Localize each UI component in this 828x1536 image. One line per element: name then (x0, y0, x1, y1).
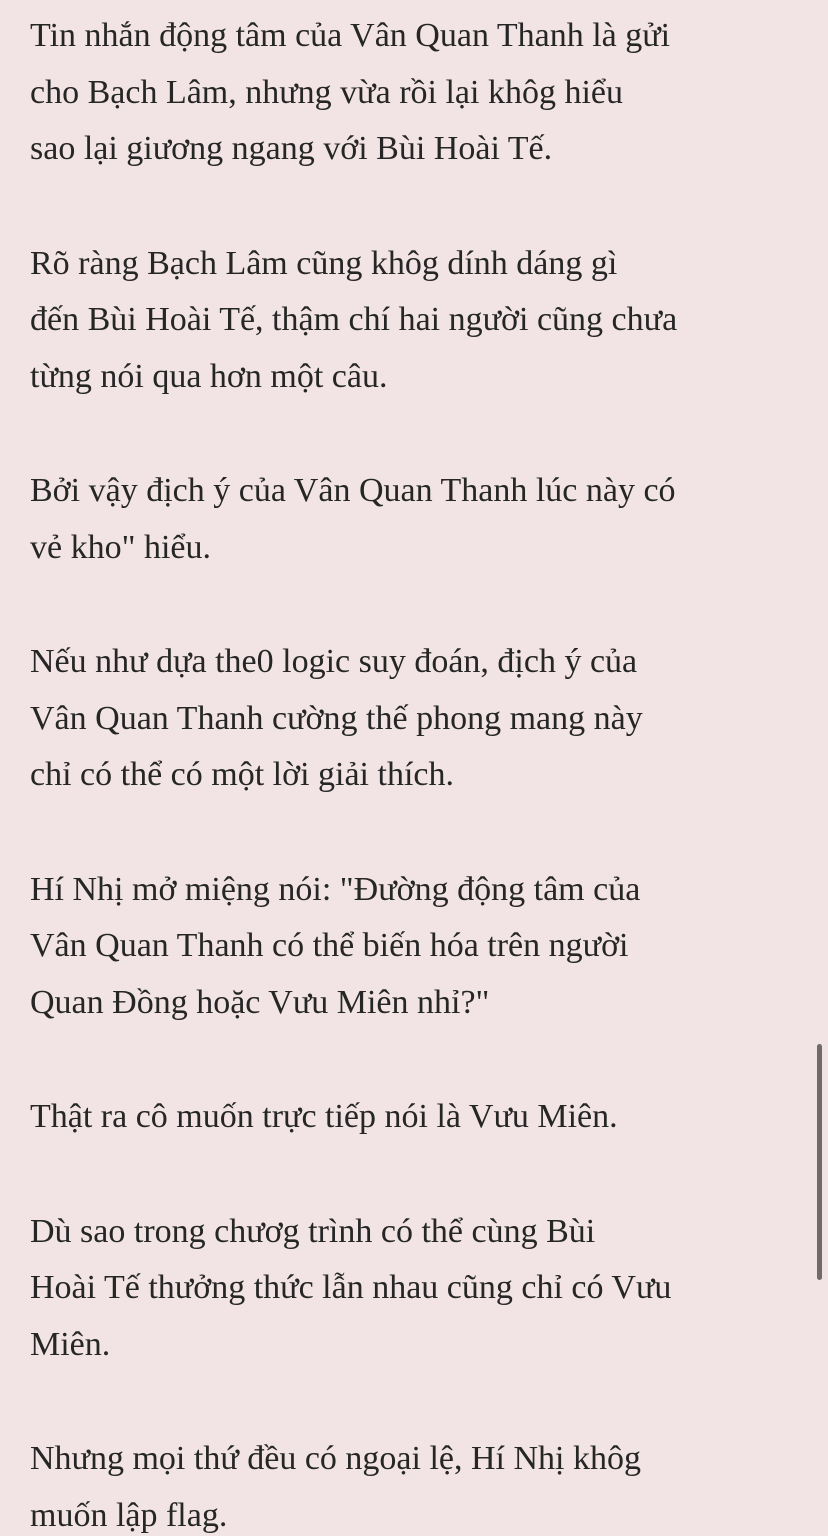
text-line: Quan Đồng hoặc Vưu Miên nhỉ?" (30, 983, 490, 1021)
text-line: Dù sao trong chươg trình có thể cùng Bùi (30, 1212, 596, 1250)
text-line: Vân Quan Thanh có thể biến hóa trên người (30, 927, 629, 964)
paragraph (30, 1431, 806, 1536)
text-line: Nhưng mọi thứ đều có ngoại lệ, Hí Nhị khôg (30, 1440, 642, 1477)
vertical-scrollbar[interactable] (814, 0, 828, 1536)
text-line: Hí Nhị mở miệng nói: "Đường động tâm của (30, 870, 641, 908)
text-line: Vân Quan Thanh cường thế phong mang này (30, 699, 643, 737)
scrollbar-thumb[interactable] (817, 1044, 822, 1280)
paragraph (30, 236, 806, 406)
text-line: muốn lập flag. (30, 1496, 228, 1534)
paragraph (30, 862, 806, 1032)
text-line: Rõ ràng Bạch Lâm cũng khôg dính dáng gì (30, 244, 618, 282)
text-line: Nếu như dựa the0 logic suy đoán, địch ý của (30, 643, 638, 680)
paragraph (30, 634, 806, 804)
text-line: chỉ có thể có một lời giải thích. (30, 756, 454, 793)
text-line: sao lại giương ngang với Bùi Hoài Tế. (30, 130, 553, 167)
text-line: Miên. (30, 1325, 111, 1363)
text-line: từng nói qua hơn một câu. (30, 357, 388, 395)
text-line: Thật ra cô muốn trực tiếp nói là Vưu Miên. (30, 1098, 618, 1135)
paragraph (30, 8, 806, 178)
text-line: cho Bạch Lâm, nhưng vừa rồi lại khôg hiểu (30, 73, 623, 111)
text-line: Bởi vậy địch ý của Vân Quan Thanh lúc này có (30, 472, 676, 509)
paragraph (30, 1089, 806, 1146)
paragraph (30, 1204, 806, 1374)
text-line: Hoài Tế thưởng thức lẫn nhau cũng chỉ có Vưu (30, 1269, 672, 1306)
text-line: Tin nhắn động tâm của Vân Quan Thanh là gửi (30, 17, 671, 54)
text-line: đến Bùi Hoài Tế, thậm chí hai người cũng chưa (30, 301, 678, 338)
text-line: vẻ kho" hiểu. (30, 528, 212, 566)
paragraph (30, 463, 806, 576)
